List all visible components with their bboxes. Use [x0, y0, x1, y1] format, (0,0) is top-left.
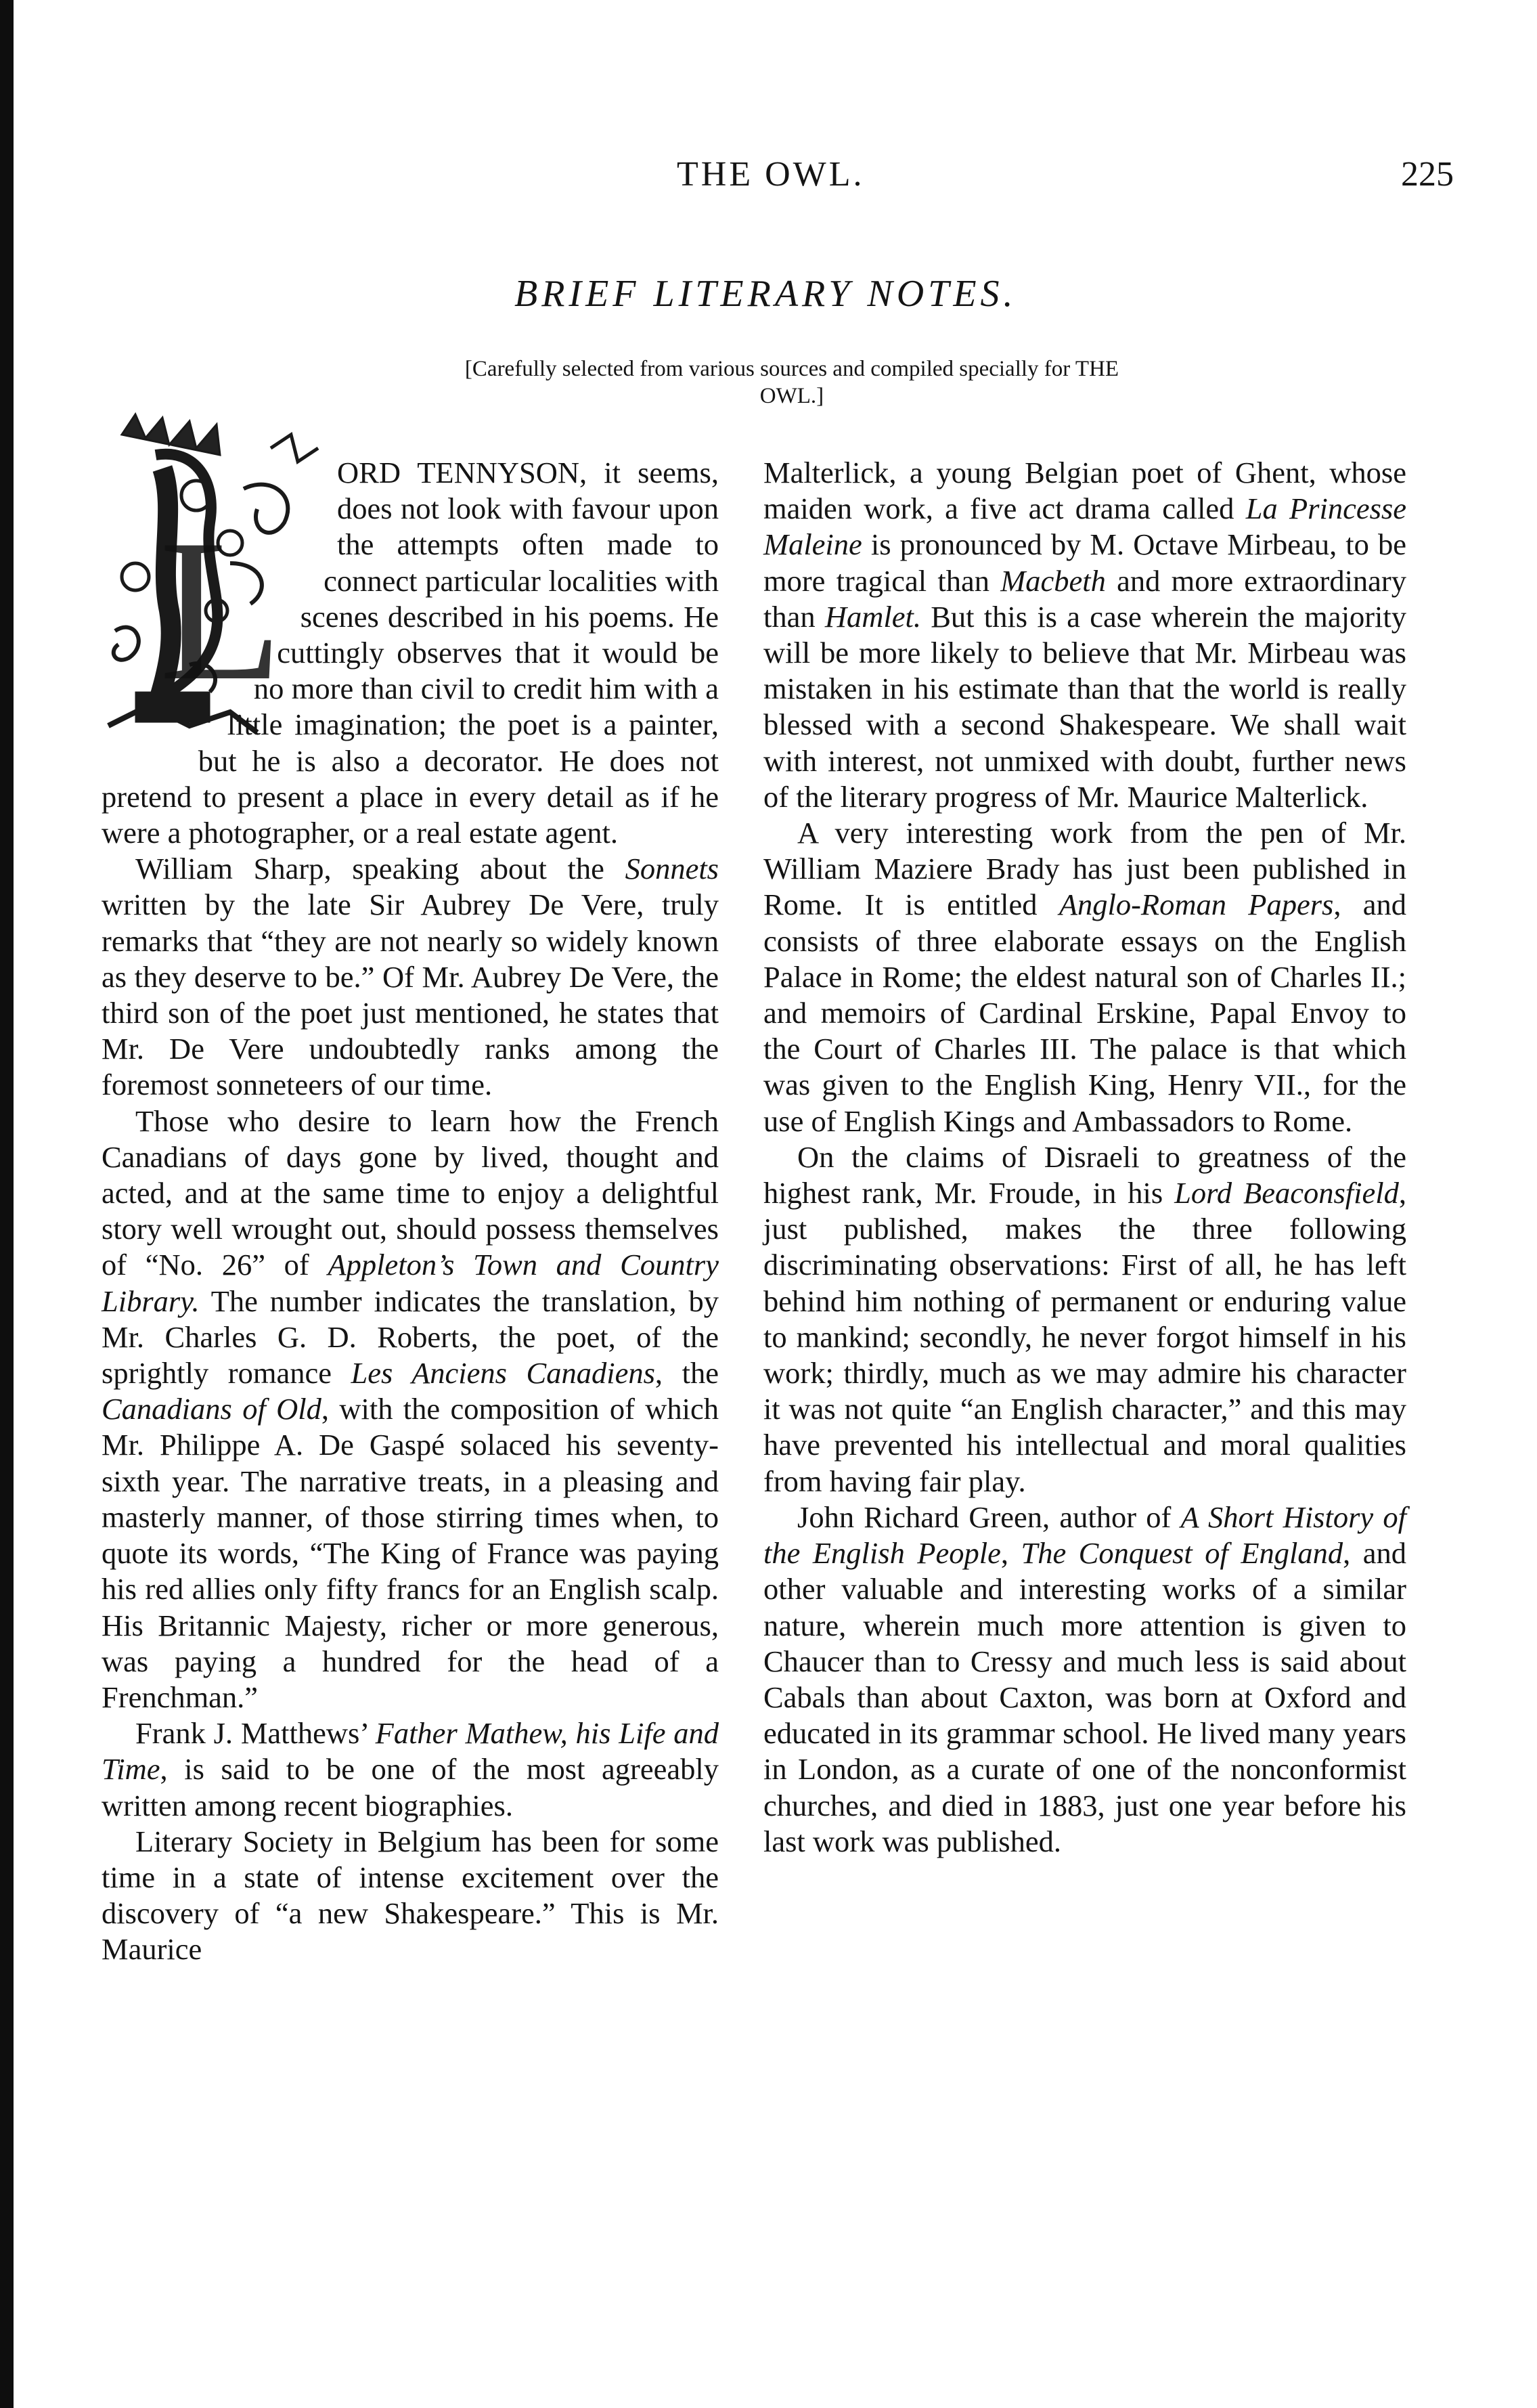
text-run: Those who desire to learn how the French Canadians of days gone by lived, thought and acted, and at the same time to enjoy a delightful story well wrought out, should possess themselves of “No. 26” of	[102, 1103, 719, 1282]
title-italic: The Conquest of England	[1021, 1536, 1343, 1571]
title-italic: A Short History of the English People	[763, 1499, 1406, 1571]
running-title: THE OWL.	[677, 155, 865, 194]
text-run: William Sharp, speaking about the	[135, 852, 625, 886]
title-italic: Father Mathew, his Life and Time	[102, 1716, 719, 1787]
text-run: Malterlick, a young Belgian poet of Ghent, whose maiden work, a five act drama called	[763, 456, 1406, 526]
book-spine-edge	[0, 0, 14, 2408]
text-run: Frank J. Matthews’	[135, 1716, 376, 1751]
paragraph-malterlick	[763, 455, 1406, 815]
section-heading: BRIEF LITERARY NOTES.	[514, 273, 1017, 315]
text-run: is pronounced by M. Octave Mirbeau, to be more tragical than	[763, 527, 1406, 598]
paragraph-green	[763, 1499, 1406, 1860]
page-number: 225	[1401, 155, 1454, 194]
paragraph-belgium: Literary Society in Belgium has been for some time in a state of intense excitement over the discovery of “a new Shakespeare.” This is Mr. Maurice	[102, 1824, 719, 1967]
right-column	[763, 455, 1406, 1860]
text-run: , is said to be one of the most agreeably written among recent biographies.	[102, 1752, 719, 1822]
paragraph-french-canadians	[102, 1103, 719, 1715]
text-run: , and consists of three elaborate essays on the English Palace in Rome; the eldest natural son of Charles II.; and memoirs of Cardinal Erskine, Papal Envoy to the Court of Charles III. The palace is that which was given to the English King, Henry VII., for the use of English Kings and Ambassadors to Rome.	[763, 888, 1406, 1138]
text-run: The number indicates the translation, by Mr. Charles G. D. Roberts, the poet, of the sprightly romance	[102, 1284, 719, 1391]
title-italic: La Princesse Maleine	[763, 491, 1406, 562]
text-run: , just published, makes the three following discriminating observations: First of all, he has left behind him nothing of permanent or enduring value to mankind; secondly, he never forgot himself in his work; thirdly, much as we may admire his character it was not quite “an English character,” and this may have prevented his intellectual and moral qualities from having fair play.	[763, 1176, 1406, 1498]
text-run: But this is a case wherein the majority will be more likely to believe that Mr. Mirbeau was mistaken in his estimate than that the world is really blessed with a second Shakespeare. We shall wait with interest, not unmixed with doubt, further news of the literary progress of Mr. Maurice Malterlick.	[763, 599, 1406, 814]
title-italic: Les Anciens Canadiens	[351, 1356, 655, 1391]
title-italic: Canadians of Old	[102, 1392, 321, 1426]
title-italic: Anglo-Roman Papers	[1059, 888, 1334, 922]
paragraph-sharp	[102, 851, 719, 1103]
text-run: , the	[654, 1356, 719, 1391]
paragraph-disraeli	[763, 1139, 1406, 1499]
text-run: John Richard Green, author of	[797, 1499, 1181, 1534]
text-run: , and other valuable and interesting works of a similar nature, wherein much more attention is given to Chaucer than to Cressy and much less is said about Cabals than about Caxton, was born at Oxford and educated in its grammar school. He lived many years in London, as a curate of one of the nonconformist churches, and died in 1883, just one year before his last work was published.	[763, 1536, 1407, 1858]
title-italic: Macbeth	[1000, 563, 1106, 598]
drop-cap-letter: L	[159, 498, 284, 722]
title-italic: Sonnets	[625, 852, 719, 886]
text-run: and more extraordinary than	[763, 563, 1406, 634]
paragraph-brady	[763, 815, 1406, 1139]
text-run: , with the composition of which Mr. Philippe A. De Gaspé solaced his seventy-sixth year. The narrative treats, in a pleasing and masterly manner, of those stirring times when, to quote its words, “The King of France was paying his red allies only fifty francs for an English scalp. His Britannic Majesty, richer or more generous, was paying a hundred for the head of a Frenchman.”	[102, 1392, 719, 1714]
text-run: ,	[1000, 1536, 1021, 1571]
text-run: On the claims of Disraeli to greatness of the highest rank, Mr. Froude, in his	[763, 1139, 1406, 1210]
left-column	[102, 455, 719, 1968]
text-run: written by the late Sir Aubrey De Vere, truly remarks that “they are not nearly so widely known as they deserve to be.” Of Mr. Aubrey De Vere, the third son of the poet just mentioned, he states that Mr. De Vere undoubtedly ranks among the foremost sonneteers of our time.	[102, 888, 719, 1102]
editorial-note: [Carefully selected from various sources and compiled specially for THE OWL.]	[464, 357, 1119, 408]
tennyson-text: ORD TENNYSON, it seems, does not look with favour upon the attempts often made to connect particular localities with scenes described in his poems. He cuttingly observes that it would be no more than civil to credit him with a little imagination; the poet is a painter, but he is also a decorator. He does not pretend to present a place in every detail as if he were a photographer, or a real estate agent.	[102, 456, 719, 850]
title-italic: Hamlet.	[824, 599, 921, 634]
paragraph-matthews	[102, 1715, 719, 1824]
title-italic: Lord Beaconsfield	[1174, 1176, 1399, 1210]
text-run: A very interesting work from the pen of Mr. William Maziere Brady has just been published in Rome. It is entitled	[763, 816, 1406, 922]
paragraph-tennyson	[102, 455, 719, 851]
title-italic: Appleton’s Town and Country Library.	[102, 1248, 719, 1318]
